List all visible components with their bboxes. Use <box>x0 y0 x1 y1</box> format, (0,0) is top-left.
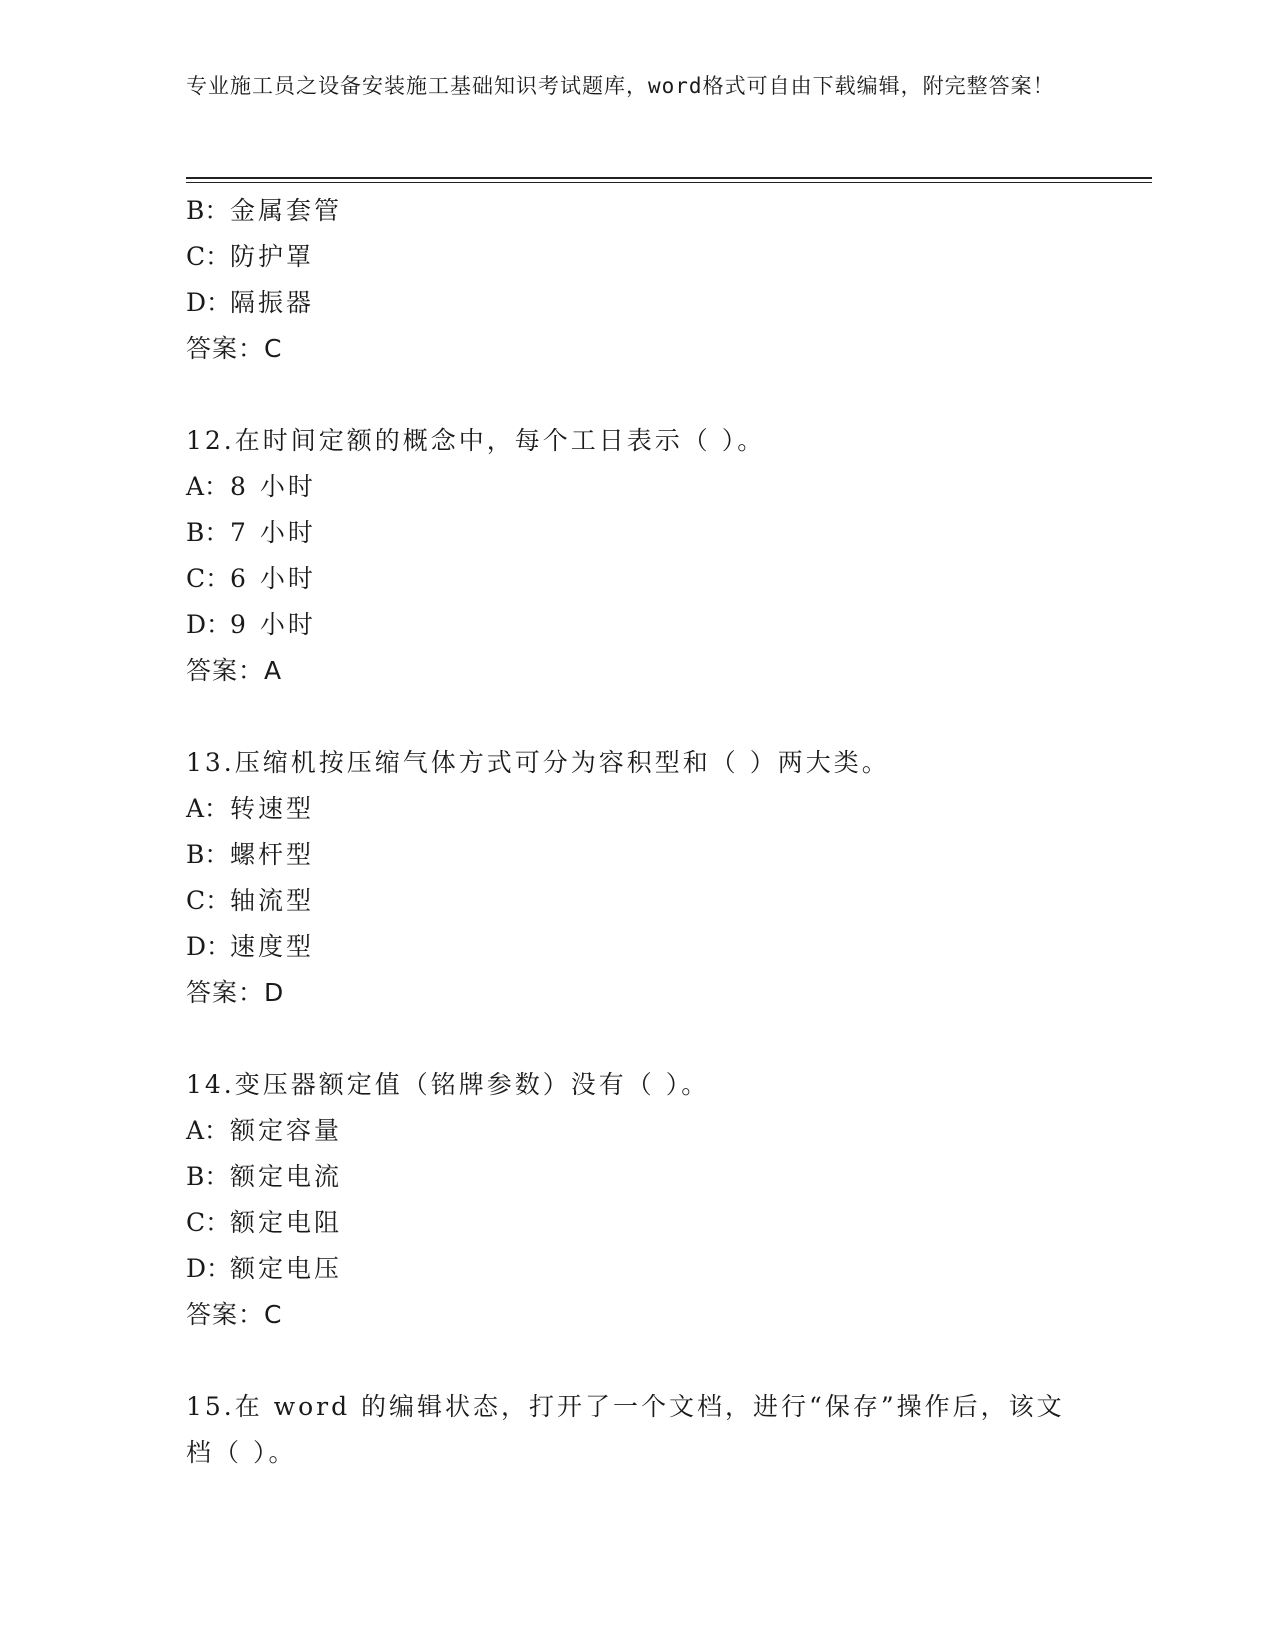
option-key: A： <box>186 794 230 823</box>
option-text: 螺杆型 <box>230 840 315 869</box>
spacer <box>186 1016 1086 1062</box>
option-text: 额定电流 <box>230 1162 343 1191</box>
option-line <box>186 1200 1086 1246</box>
answer-line: 答案：D <box>186 978 285 1007</box>
spacer <box>186 372 1086 418</box>
option-key: A： <box>186 472 230 501</box>
option-line <box>186 786 1086 832</box>
question-list <box>186 188 1086 1476</box>
question-stem: 13.压缩机按压缩气体方式可分为容积型和（ ）两大类。 <box>186 748 890 777</box>
option-key: C： <box>186 564 231 593</box>
header-rule-thick <box>186 177 1152 179</box>
question-stem: 15.在 word 的编辑状态，打开了一个文档，进行“保存”操作后，该文档（ ）。 <box>186 1392 1065 1467</box>
answer-line: 答案：A <box>186 656 283 685</box>
option-key: D： <box>186 610 232 639</box>
option-line <box>186 280 1086 326</box>
option-text: 6 小时 <box>230 564 316 593</box>
option-text: 防护罩 <box>230 242 315 271</box>
header-rule-thin <box>186 182 1152 183</box>
option-key: C： <box>186 242 231 271</box>
option-text: 转速型 <box>230 794 315 823</box>
option-text: 9 小时 <box>230 610 316 639</box>
option-line <box>186 464 1086 510</box>
option-text: 额定电压 <box>230 1254 343 1283</box>
option-key: D： <box>186 1254 232 1283</box>
option-line <box>186 234 1086 280</box>
question-stem: 12.在时间定额的概念中，每个工日表示（ ）。 <box>186 426 766 455</box>
answer-line: 答案：C <box>186 334 283 363</box>
option-line <box>186 602 1086 648</box>
option-line <box>186 188 1086 234</box>
option-text: 额定容量 <box>230 1116 343 1145</box>
option-line <box>186 1154 1086 1200</box>
option-line <box>186 1108 1086 1154</box>
spacer <box>186 694 1086 740</box>
option-key: C： <box>186 1208 231 1237</box>
document-header: 专业施工员之设备安装施工基础知识考试题库，word格式可自由下载编辑，附完整答案！ <box>186 74 1055 98</box>
option-key: B： <box>186 196 230 225</box>
option-key: B： <box>186 518 230 547</box>
option-text: 金属套管 <box>230 196 343 225</box>
option-line <box>186 924 1086 970</box>
option-line <box>186 1246 1086 1292</box>
option-line <box>186 510 1086 556</box>
option-text: 隔振器 <box>230 288 315 317</box>
question-stem: 14.变压器额定值（铭牌参数）没有（ ）。 <box>186 1070 710 1099</box>
option-line <box>186 832 1086 878</box>
answer-line: 答案：C <box>186 1300 283 1329</box>
option-key: C： <box>186 886 231 915</box>
option-key: A： <box>186 1116 230 1145</box>
option-key: B： <box>186 1162 230 1191</box>
option-key: B： <box>186 840 230 869</box>
option-line <box>186 556 1086 602</box>
option-key: D： <box>186 288 232 317</box>
option-text: 额定电阻 <box>230 1208 343 1237</box>
option-text: 7 小时 <box>230 518 316 547</box>
option-text: 8 小时 <box>230 472 316 501</box>
spacer <box>186 1338 1086 1384</box>
option-line <box>186 878 1086 924</box>
option-key: D： <box>186 932 232 961</box>
option-text: 轴流型 <box>230 886 315 915</box>
option-text: 速度型 <box>230 932 315 961</box>
